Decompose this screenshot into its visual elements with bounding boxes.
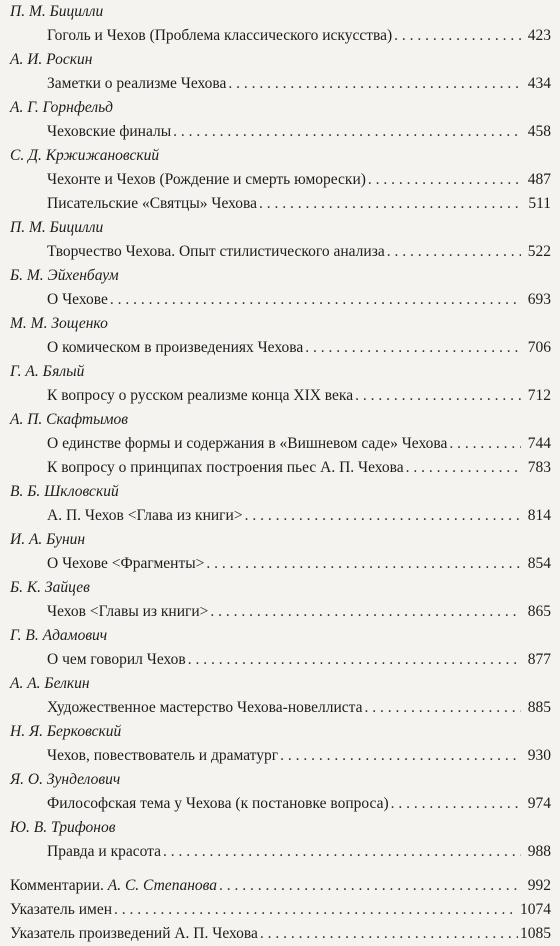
back-matter-row [0, 898, 560, 922]
dot-leader [280, 744, 521, 768]
toc-entry[interactable] [47, 456, 551, 480]
page-number: 1085 [520, 925, 551, 942]
page-number: 434 [527, 75, 551, 92]
author-name: А. И. Роскин [10, 51, 93, 68]
toc-entry-row [0, 168, 560, 192]
author-row [0, 216, 560, 240]
dot-leader [368, 168, 521, 192]
toc-entry-row [0, 600, 560, 624]
dot-leader [394, 24, 521, 48]
toc-entry[interactable] [47, 744, 551, 768]
page-number: 814 [527, 507, 551, 524]
entry-title: О единстве формы и содержания в «Вишневом саде» Чехова [47, 435, 448, 452]
page-number: 783 [527, 459, 551, 476]
dot-leader [188, 648, 521, 672]
toc-entry-row [0, 552, 560, 576]
author-name: А. Г. Горнфельд [10, 99, 113, 116]
entry-title: Правда и красота [47, 843, 161, 860]
dot-leader [391, 792, 521, 816]
author-row [0, 672, 560, 696]
entry-title [10, 922, 258, 946]
entry-title: Заметки о реализме Чехова [47, 75, 227, 92]
entry-title: О комическом в произведениях Чехова [47, 339, 304, 356]
page-number: 988 [527, 843, 551, 860]
page-number: 744 [527, 435, 551, 452]
page-number: 706 [527, 339, 551, 356]
author-name: С. Д. Кржижановский [10, 147, 160, 164]
author-row [0, 264, 560, 288]
author-row [0, 96, 560, 120]
toc-entry[interactable] [47, 600, 551, 624]
author-row [0, 576, 560, 600]
page-number: 693 [527, 291, 551, 308]
author-row [0, 312, 560, 336]
entry-title: Гоголь и Чехов (Проблема классического искусства) [47, 27, 393, 44]
entry-title: Чехов, повествователь и драматург [47, 747, 279, 764]
author-name: М. М. Зощенко [10, 315, 108, 332]
toc-entry[interactable] [47, 384, 551, 408]
dot-leader [210, 600, 521, 624]
author-name: А. А. Белкин [10, 675, 90, 692]
back-matter-row [0, 874, 560, 898]
entry-title-text: Указатель имен [10, 901, 112, 918]
dot-leader [245, 504, 521, 528]
author-name: Г. В. Адамович [10, 627, 108, 644]
toc-entry-row [0, 744, 560, 768]
entry-title: К вопросу о принципах построения пьес А. П. Чехова [47, 459, 404, 476]
entry-title: О Чехове [47, 291, 108, 308]
toc-entry-row [0, 696, 560, 720]
author-name: Г. А. Бялый [10, 363, 85, 380]
toc-entry-row [0, 336, 560, 360]
author-name: В. Б. Шкловский [10, 483, 119, 500]
dot-leader [206, 552, 521, 576]
entry-title: К вопросу о русском реализме конца XIX века [47, 387, 354, 404]
author-name: Б. М. Эйхенбаум [10, 267, 119, 284]
page-number: 712 [527, 387, 551, 404]
toc-entry-row [0, 288, 560, 312]
entry-title-text: Указатель произведений А. П. Чехова [10, 925, 258, 942]
entry-title [10, 898, 112, 922]
toc-entry[interactable] [47, 792, 551, 816]
toc-entry[interactable] [47, 72, 551, 96]
toc-entry[interactable] [47, 120, 551, 144]
dot-leader [259, 192, 521, 216]
toc-entry[interactable] [47, 24, 551, 48]
author-name: Н. Я. Берковский [10, 723, 122, 740]
back-matter-entry[interactable] [10, 874, 551, 898]
toc-entry-row [0, 792, 560, 816]
toc-entry-row [0, 192, 560, 216]
toc-entry-row [0, 120, 560, 144]
author-row [0, 624, 560, 648]
author-name: П. М. Бицилли [10, 3, 104, 20]
dot-leader [114, 898, 518, 922]
page-number: 487 [527, 171, 551, 188]
author-row [0, 48, 560, 72]
back-matter-entry[interactable] [10, 898, 551, 922]
entry-title: О чем говорил Чехов [47, 651, 186, 668]
page-number: 423 [527, 27, 551, 44]
author-row [0, 720, 560, 744]
toc-entry[interactable] [47, 168, 551, 192]
page-number: 854 [527, 555, 551, 572]
author-row [0, 528, 560, 552]
entry-title [10, 874, 217, 898]
entry-title: Писательские «Святцы» Чехова [47, 195, 258, 212]
back-matter-row [0, 922, 560, 946]
dot-leader [260, 922, 518, 946]
back-matter-entry[interactable] [10, 922, 551, 946]
author-name: Ю. В. Трифонов [10, 819, 116, 836]
page-number: 865 [527, 603, 551, 620]
author-name: П. М. Бицилли [10, 219, 104, 236]
page-number: 458 [527, 123, 551, 140]
author-name: Я. О. Зунделович [10, 771, 121, 788]
dot-leader [387, 240, 521, 264]
dot-leader [406, 456, 521, 480]
toc-entry[interactable] [47, 336, 551, 360]
entry-title: Чехонте и Чехов (Рождение и смерть юморески) [47, 171, 366, 188]
entry-title: А. П. Чехов <Глава из книги> [47, 507, 243, 524]
entry-title-text: Комментарии. [10, 877, 104, 894]
toc-entry-row [0, 72, 560, 96]
dot-leader [355, 384, 521, 408]
page-number: 992 [527, 877, 551, 894]
toc-entry-row [0, 840, 560, 864]
page-number: 522 [527, 243, 551, 260]
toc-entry[interactable] [47, 840, 551, 864]
author-name: Б. К. Зайцев [10, 579, 90, 596]
entry-title: Философская тема у Чехова (к постановке вопроса) [47, 795, 389, 812]
dot-leader [110, 288, 521, 312]
author-row [0, 768, 560, 792]
author-name: И. А. Бунин [10, 531, 86, 548]
author-row [0, 816, 560, 840]
author-row [0, 144, 560, 168]
dot-leader [219, 874, 521, 898]
toc-entry[interactable] [47, 504, 551, 528]
toc-entry-row [0, 432, 560, 456]
toc-entry[interactable] [47, 192, 551, 216]
toc-entry[interactable] [47, 240, 551, 264]
toc-entry[interactable] [47, 552, 551, 576]
toc-entry[interactable] [47, 432, 551, 456]
toc-entry-row [0, 240, 560, 264]
entry-title: Чехов <Главы из книги> [47, 603, 209, 620]
author-row [0, 0, 560, 24]
toc-entry-row [0, 456, 560, 480]
author-name: А. П. Скафтымов [10, 411, 128, 428]
author-row [0, 408, 560, 432]
author-row [0, 360, 560, 384]
dot-leader [364, 696, 521, 720]
entry-title-author: А. С. Степанова [107, 877, 217, 894]
dot-leader [305, 336, 521, 360]
entry-title: О Чехове <Фрагменты> [47, 555, 205, 572]
entry-title: Творчество Чехова. Опыт стилистического анализа [47, 243, 385, 260]
dot-leader [163, 840, 521, 864]
author-row [0, 480, 560, 504]
toc-entry[interactable] [47, 648, 551, 672]
page-number: 1074 [520, 901, 551, 918]
toc-entry-row [0, 504, 560, 528]
toc-entry-row [0, 24, 560, 48]
dot-leader [449, 432, 521, 456]
page-number: 930 [527, 747, 551, 764]
toc-entry-row [0, 384, 560, 408]
entry-title: Чеховские финалы [47, 123, 172, 140]
toc-entry[interactable] [47, 696, 551, 720]
page-number: 974 [527, 795, 551, 812]
dot-leader [173, 120, 521, 144]
page-number: 511 [528, 195, 551, 212]
toc-entry[interactable] [47, 288, 551, 312]
page-number: 885 [527, 699, 551, 716]
entry-title: Художественное мастерство Чехова-новеллиста [47, 699, 363, 716]
toc-entry-row [0, 648, 560, 672]
page-number: 877 [527, 651, 551, 668]
dot-leader [228, 72, 521, 96]
